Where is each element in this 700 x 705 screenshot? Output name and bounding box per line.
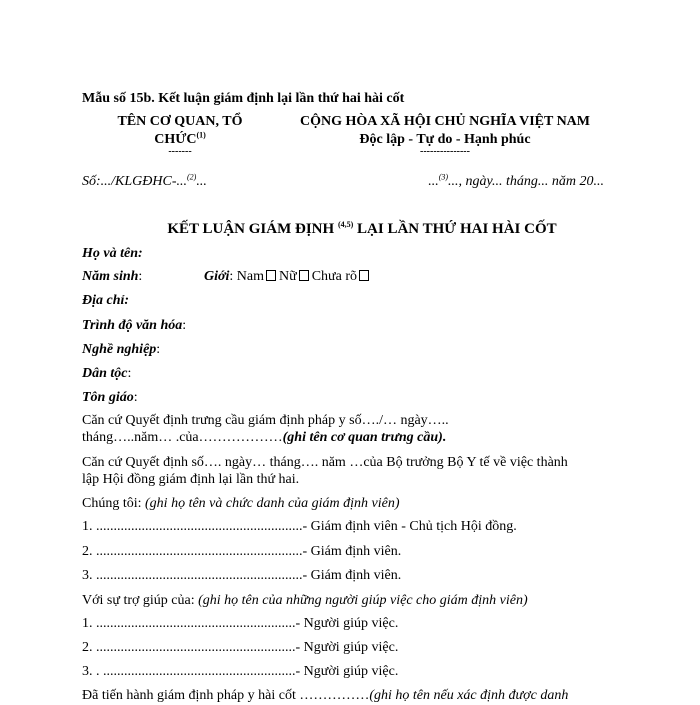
national-motto: Độc lập - Tự do - Hạnh phúc [359,132,531,147]
field-name: Họ và tên: [82,246,143,261]
agency-separator: ------- [168,146,192,157]
examiners-intro: Chúng tôi: (ghi họ tên và chức danh của giám định viên) [82,496,400,511]
basis-1-line2: tháng…..năm… .của………………(ghi tên cơ quan trưng cầu). [82,430,447,445]
field-address: Địa chỉ: [82,293,130,308]
field-occupation: Nghề nghiệp: [82,342,161,357]
assistant-item: 2. .........................................................- Người giúp việc. [82,640,399,655]
assistant-item: 1. .........................................................- Người giúp việc. [82,616,399,631]
place-and-date: ...$^{(3)}$..., ngày... tháng... năm 20... [428,172,604,189]
republic-name: CỘNG HÒA XÃ HỘI CHỦ NGHĨA VIỆT NAM [299,114,590,129]
field-gender: Giới: Nam Nữ Chưa rõ [204,268,372,286]
basis-2-line2: lập Hội đồng giám định lại lần thứ hai. [82,472,300,487]
checkbox-male[interactable] [266,270,276,281]
motto-separator: --------------- [420,146,470,157]
assistant-item: 3. . .......................................................- Người giúp việc. [82,664,399,679]
basis-1-line1: Căn cứ Quyết định trưng cầu giám định pháp y số…./… ngày….. [82,413,449,428]
field-religion: Tôn giáo: [82,390,138,405]
agency-name-line2: CHỨC$^{(1)}$ [154,130,206,147]
examiner-item: 2. ...........................................................- Giám định viên. [82,544,402,559]
checkbox-unknown[interactable] [359,270,369,281]
document-title: KẾT LUẬN GIÁM ĐỊNH $^{(4,5)}$ LẠI LẦN THỨ HAI HÀI CỐT [167,220,557,237]
agency-name-line1: TÊN CƠ QUAN, TỔ [117,114,243,129]
examiner-item: 1. ...........................................................- Giám định viên - Chủ tịch Hội đồng. [82,519,517,534]
document-number: Số:.../KLGĐHC-...$^{(2)}$... [82,172,207,189]
checkbox-female[interactable] [299,270,309,281]
basis-2-line1: Căn cứ Quyết định số…. ngày… tháng…. năm …của Bộ trưởng Bộ Y tế về việc thành [82,455,568,470]
field-birth-year: Năm sinh: [82,269,143,284]
field-ethnicity: Dân tộc: [82,366,132,381]
conclusion-line: Đã tiến hành giám định pháp y hài cốt ……………(ghi họ tên nếu xác định được danh [82,688,569,703]
field-education: Trình độ văn hóa: [82,318,187,333]
agency-footnote-ref: (1) [196,130,206,140]
examiner-item: 3. ...........................................................- Giám định viên. [82,568,402,583]
assistants-intro: Với sự trợ giúp của: (ghi họ tên của những người giúp việc cho giám định viên) [82,593,528,608]
form-code: Mẫu số 15b. Kết luận giám định lại lần thứ hai hài cốt [82,91,405,106]
